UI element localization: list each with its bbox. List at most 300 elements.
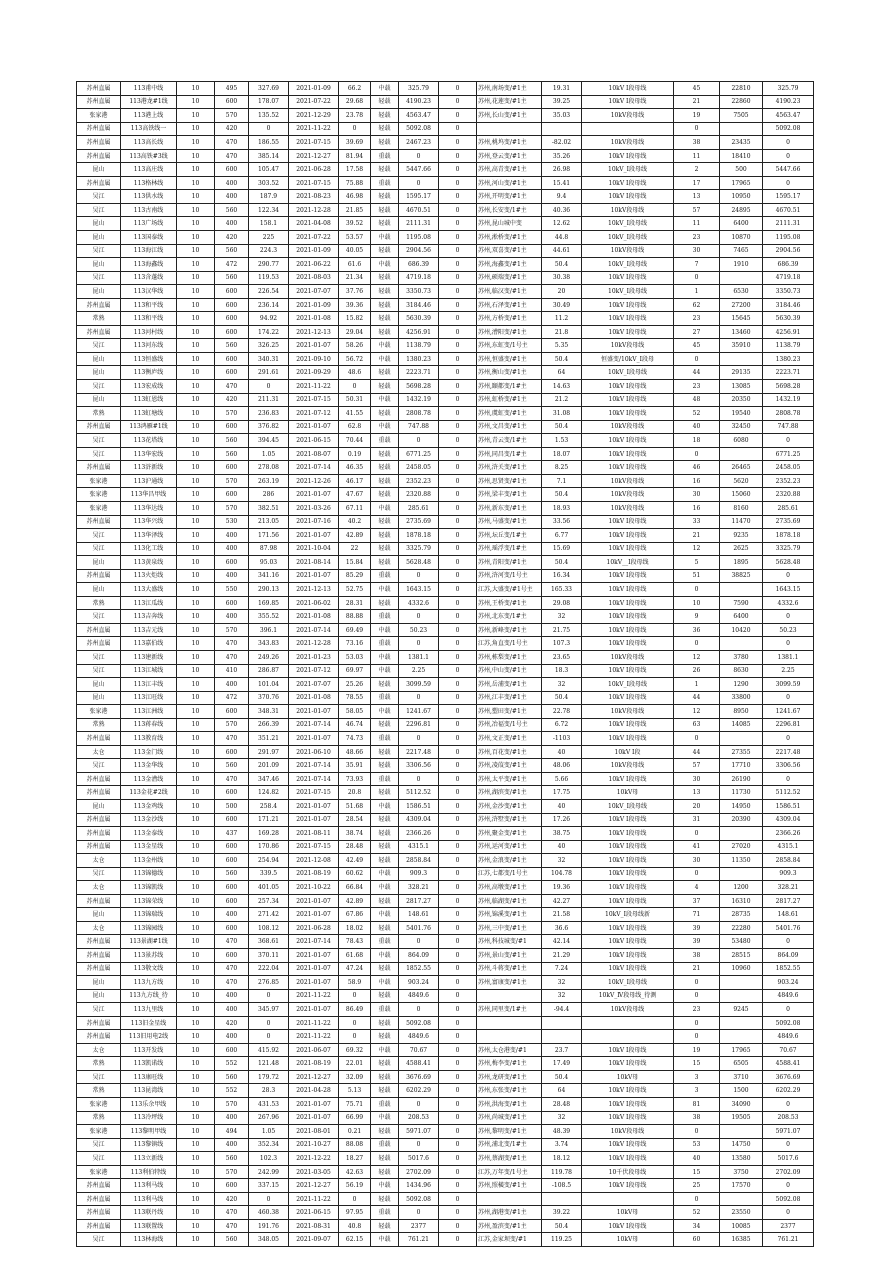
cell-spare-capacity: 0 [399,1003,439,1017]
cell-user-count: 19 [674,109,720,123]
cell-voltage: 10 [177,163,215,177]
cell-flag: 0 [439,82,477,96]
cell-user-count: 9 [674,610,720,624]
cell-peak-date: 2021-04-28 [289,1084,339,1098]
cell-flag: 0 [439,1057,477,1071]
cell-load-status: 轻载 [371,854,399,868]
cell-user-count: 20 [674,799,720,813]
cell-region: 吴江 [77,1003,121,1017]
cell-line-name: 113锦瑞线 [121,908,177,922]
cell-capacity: 10950 [720,190,763,204]
cell-bus-section: 10kV Ⅰ段母线 [582,921,674,935]
cell-line-name: 113虹塘线 [121,407,177,421]
cell-peak-date: 2021-12-27 [289,149,339,163]
cell-spare-capacity: 0 [399,732,439,746]
cell-capacity: 17710 [720,759,763,773]
cell-load-current: 348.05 [249,1233,289,1247]
cell-available-capacity: 2.25 [763,664,814,678]
cell-region: 苏州直属 [77,95,121,109]
cell-load-rate: 23.78 [339,109,371,123]
cell-sub-value: 39.25 [542,95,582,109]
cell-bus-section [582,1016,674,1030]
cell-substation: 苏州,运河变/#1主 [477,840,542,854]
cell-flag: 0 [439,799,477,813]
cell-peak-date: 2021-01-07 [289,1003,339,1017]
cell-user-count: 19 [674,1043,720,1057]
cell-rated-current: 570 [215,1165,249,1179]
cell-voltage: 10 [177,217,215,231]
cell-voltage: 10 [177,908,215,922]
cell-sub-value: 23.7 [542,1043,582,1057]
cell-voltage: 10 [177,298,215,312]
cell-capacity [720,1192,763,1206]
cell-peak-date: 2021-09-07 [289,1233,339,1247]
cell-rated-current: 560 [215,759,249,773]
cell-load-current: 290.13 [249,583,289,597]
cell-region: 吴江 [77,271,121,285]
cell-flag: 0 [439,488,477,502]
cell-spare-capacity: 0 [399,691,439,705]
cell-load-status: 轻载 [371,1070,399,1084]
cell-spare-capacity: 3306.56 [399,759,439,773]
cell-available-capacity: 1595.17 [763,190,814,204]
cell-rated-current: 470 [215,1219,249,1233]
cell-rated-current: 560 [215,1070,249,1084]
cell-capacity: 15060 [720,488,763,502]
cell-substation: 苏州,石泽变/#1主 [477,298,542,312]
cell-load-current: 385.14 [249,149,289,163]
cell-bus-section: 10kV Ⅰ段母线 [582,813,674,827]
cell-peak-date: 2021-08-23 [289,190,339,204]
cell-bus-section: 10kV段母线 [582,1125,674,1139]
cell-available-capacity: 2352.23 [763,474,814,488]
cell-load-status: 轻载 [371,1030,399,1044]
cell-capacity: 13460 [720,325,763,339]
cell-user-count: 41 [674,840,720,854]
cell-load-status: 轻载 [371,298,399,312]
cell-load-current: 1.05 [249,1125,289,1139]
cell-rated-current: 400 [215,989,249,1003]
table-row [77,678,814,692]
cell-peak-date: 2021-12-08 [289,854,339,868]
cell-region: 苏州直属 [77,325,121,339]
cell-load-rate: 29.68 [339,95,371,109]
cell-user-count: 44 [674,691,720,705]
cell-line-name: 113敬文线 [121,962,177,976]
cell-peak-date: 2021-06-02 [289,596,339,610]
table-row [77,542,814,556]
cell-user-count: 40 [674,1152,720,1166]
cell-voltage: 10 [177,786,215,800]
cell-load-rate: 41.55 [339,407,371,421]
cell-line-name: 113港上线 [121,109,177,123]
cell-user-count: 51 [674,569,720,583]
cell-user-count: 40 [674,420,720,434]
cell-sub-value: 21.29 [542,949,582,963]
cell-line-name: 113鸿雁#1线 [121,420,177,434]
cell-flag: 0 [439,366,477,380]
cell-peak-date: 2021-01-07 [289,908,339,922]
cell-load-current: 394.45 [249,434,289,448]
cell-flag: 0 [439,827,477,841]
cell-user-count: 10 [674,596,720,610]
table-row [77,258,814,272]
cell-available-capacity: 5447.66 [763,163,814,177]
cell-capacity: 3750 [720,1165,763,1179]
cell-user-count: 44 [674,745,720,759]
cell-substation: 苏州,梁丰变/#1主 [477,488,542,502]
cell-spare-capacity: 1432.19 [399,393,439,407]
cell-load-rate: 0 [339,1192,371,1206]
cell-peak-date: 2021-11-22 [289,1016,339,1030]
cell-load-status: 中载 [371,623,399,637]
cell-peak-date: 2021-06-22 [289,258,339,272]
cell-sub-value: 48.39 [542,1125,582,1139]
cell-line-name: 113汉华线 [121,285,177,299]
cell-load-current: 169.28 [249,827,289,841]
cell-voltage: 10 [177,380,215,394]
cell-load-status: 轻载 [371,203,399,217]
cell-sub-value: 44.8 [542,231,582,245]
cell-load-status: 轻载 [371,1057,399,1071]
table-row [77,623,814,637]
cell-spare-capacity: 5401.76 [399,921,439,935]
cell-substation [477,989,542,1003]
cell-voltage: 10 [177,231,215,245]
cell-load-current: 171.21 [249,813,289,827]
cell-rated-current: 495 [215,82,249,96]
cell-flag: 0 [439,149,477,163]
cell-user-count: 37 [674,894,720,908]
cell-load-current: 101.04 [249,678,289,692]
cell-bus-section: 10kV Ⅰ段母线 [582,312,674,326]
cell-region: 苏州直属 [77,122,121,136]
cell-region: 常熟 [77,596,121,610]
cell-load-current: 0 [249,1030,289,1044]
cell-region: 苏州直属 [77,82,121,96]
cell-bus-section: 10kV Ⅰ段母线 [582,949,674,963]
cell-load-status: 中载 [371,664,399,678]
cell-peak-date: 2021-08-11 [289,827,339,841]
cell-peak-date: 2021-10-22 [289,881,339,895]
cell-available-capacity: 5628.48 [763,556,814,570]
cell-capacity: 9235 [720,529,763,543]
cell-substation: 苏州,塑田变/#1主 [477,705,542,719]
cell-load-rate: 21.85 [339,203,371,217]
cell-user-count: 34 [674,1219,720,1233]
cell-line-name: 113供水线 [121,190,177,204]
cell-bus-section: 10kV Ⅰ段母线 [582,461,674,475]
cell-line-name: 113吉元线 [121,623,177,637]
cell-load-status: 重载 [371,434,399,448]
cell-spare-capacity: 2320.88 [399,488,439,502]
cell-voltage: 10 [177,1098,215,1112]
cell-peak-date: 2021-07-12 [289,407,339,421]
cell-sub-value: 20 [542,285,582,299]
table-row [77,1192,814,1206]
cell-spare-capacity: 2366.26 [399,827,439,841]
cell-bus-section: 10kV段母线 [582,488,674,502]
cell-load-current: 201.09 [249,759,289,773]
cell-bus-section: 10kV Ⅰ段母线 [582,434,674,448]
cell-voltage: 10 [177,1165,215,1179]
cell-load-current: 179.72 [249,1070,289,1084]
cell-region: 张家港 [77,488,121,502]
cell-load-status: 中载 [371,258,399,272]
cell-bus-section: 10kV Ⅰ段母线 [582,691,674,705]
cell-capacity [720,122,763,136]
cell-substation: 苏州,颐都变/1#主 [477,380,542,394]
cell-load-rate: 88.08 [339,1138,371,1152]
cell-spare-capacity: 0 [399,149,439,163]
cell-voltage: 10 [177,962,215,976]
cell-bus-section: 10kV_Ⅳ段母线_待测 [582,989,674,1003]
cell-load-status: 轻载 [371,759,399,773]
cell-region: 苏州直属 [77,569,121,583]
cell-spare-capacity: 0 [399,176,439,190]
cell-bus-section: 10kV Ⅰ段母线 [582,393,674,407]
cell-available-capacity: 4315.1 [763,840,814,854]
cell-flag: 0 [439,1016,477,1030]
cell-bus-section: 10kV Ⅰ段母线 [582,1098,674,1112]
cell-region: 苏州直属 [77,949,121,963]
cell-capacity: 6400 [720,610,763,624]
cell-line-name: 113吉奔线 [121,610,177,624]
cell-voltage: 10 [177,813,215,827]
cell-capacity: 19505 [720,1111,763,1125]
cell-load-current: 1.05 [249,447,289,461]
cell-load-rate: 0.19 [339,447,371,461]
cell-rated-current: 437 [215,827,249,841]
cell-load-rate: 46.74 [339,718,371,732]
cell-peak-date: 2021-07-07 [289,285,339,299]
cell-peak-date: 2021-07-14 [289,935,339,949]
cell-region: 苏州直属 [77,637,121,651]
cell-voltage: 10 [177,461,215,475]
cell-sub-value: 32 [542,1111,582,1125]
cell-line-name: 113联置线 [121,1219,177,1233]
cell-peak-date: 2021-12-27 [289,1179,339,1193]
cell-substation: 苏州,恒盛变/#1主 [477,352,542,366]
cell-flag: 0 [439,1098,477,1112]
cell-region: 苏州直属 [77,894,121,908]
cell-load-rate: 0 [339,1016,371,1030]
cell-flag: 0 [439,217,477,231]
cell-flag: 0 [439,285,477,299]
table-row [77,501,814,515]
cell-sub-value: 11.2 [542,312,582,326]
cell-available-capacity: 4588.41 [763,1057,814,1071]
cell-line-name: 113和平线 [121,298,177,312]
cell-available-capacity: 5092.08 [763,1016,814,1030]
cell-bus-section: 10kV Ⅰ段母线 [582,1138,674,1152]
cell-load-status: 轻载 [371,122,399,136]
cell-load-status: 轻载 [371,285,399,299]
cell-spare-capacity: 2458.05 [399,461,439,475]
cell-capacity: 10420 [720,623,763,637]
cell-sub-value: 18.93 [542,501,582,515]
cell-spare-capacity: 5971.07 [399,1125,439,1139]
cell-substation: 苏州,冶福变/1号主 [477,718,542,732]
table-row [77,1043,814,1057]
cell-load-status: 中载 [371,82,399,96]
cell-region: 吴江 [77,380,121,394]
cell-substation: 苏州,江丰变/#1主 [477,691,542,705]
cell-region: 昆山 [77,989,121,1003]
cell-user-count: 0 [674,1030,720,1044]
cell-load-status: 轻载 [371,217,399,231]
cell-load-current: 178.07 [249,95,289,109]
cell-rated-current: 570 [215,718,249,732]
cell-bus-section: 10kV Ⅰ段母线 [582,827,674,841]
cell-spare-capacity: 5630.39 [399,312,439,326]
cell-load-status: 重载 [371,1098,399,1112]
cell-flag: 0 [439,935,477,949]
cell-substation: 苏州,桃坞变/#1主 [477,136,542,150]
cell-spare-capacity: 3099.59 [399,678,439,692]
cell-capacity: 33800 [720,691,763,705]
table-row [77,1165,814,1179]
cell-substation: 苏州,新峰变/#1主 [477,623,542,637]
cell-load-status: 轻载 [371,529,399,543]
cell-load-rate: 85.29 [339,569,371,583]
cell-load-status: 中载 [371,908,399,922]
cell-line-name: 113浒新线 [121,461,177,475]
cell-available-capacity: 3676.69 [763,1070,814,1084]
cell-voltage: 10 [177,1206,215,1220]
table-row [77,637,814,651]
cell-flag: 0 [439,745,477,759]
cell-region: 苏州直属 [77,786,121,800]
cell-line-name: 113开发线 [121,1043,177,1057]
cell-peak-date: 2021-07-22 [289,95,339,109]
cell-load-rate: 28.31 [339,596,371,610]
cell-sub-value: 21.75 [542,623,582,637]
cell-substation: 苏州,昆山城中变 [477,217,542,231]
cell-line-name: 113恒盛线 [121,352,177,366]
cell-line-name: 113旧用电2线 [121,1030,177,1044]
cell-sub-value: 32 [542,976,582,990]
cell-sub-value: 48.06 [542,759,582,773]
cell-region: 太仓 [77,881,121,895]
cell-line-name: 113江城线 [121,664,177,678]
cell-user-count: 39 [674,935,720,949]
cell-available-capacity: 2858.84 [763,854,814,868]
cell-available-capacity: 285.61 [763,501,814,515]
cell-substation [477,1192,542,1206]
cell-substation: 苏州,浒关变/#1主 [477,461,542,475]
cell-voltage: 10 [177,799,215,813]
cell-line-name: 113林海线 [121,1233,177,1247]
cell-sub-value: 5.35 [542,339,582,353]
cell-load-status: 轻载 [371,840,399,854]
cell-capacity: 22280 [720,921,763,935]
cell-load-rate: 39.52 [339,217,371,231]
cell-sub-value: 30.49 [542,298,582,312]
cell-flag: 0 [439,867,477,881]
cell-spare-capacity: 5628.48 [399,556,439,570]
cell-line-name: 113联丹线 [121,1206,177,1220]
cell-user-count: 31 [674,813,720,827]
table-row [77,935,814,949]
cell-region: 张家港 [77,501,121,515]
cell-region: 苏州直属 [77,732,121,746]
table-row [77,136,814,150]
cell-substation: 苏州,思贤变/#1主 [477,474,542,488]
cell-load-status: 轻载 [371,312,399,326]
cell-voltage: 10 [177,840,215,854]
cell-load-status: 轻载 [371,989,399,1003]
cell-load-status: 中载 [371,799,399,813]
cell-bus-section: 10kV段母线 [582,474,674,488]
cell-peak-date: 2021-01-07 [289,569,339,583]
cell-rated-current: 600 [215,352,249,366]
cell-user-count: 0 [674,989,720,1003]
cell-spare-capacity: 328.21 [399,881,439,895]
cell-user-count: 23 [674,231,720,245]
cell-peak-date: 2021-03-26 [289,501,339,515]
cell-load-rate: 5.13 [339,1084,371,1098]
cell-available-capacity: 0 [763,610,814,624]
cell-user-count: 62 [674,298,720,312]
cell-sub-value: -82.02 [542,136,582,150]
cell-load-rate: 69.32 [339,1043,371,1057]
cell-region: 吴江 [77,203,121,217]
cell-capacity: 9245 [720,1003,763,1017]
cell-voltage: 10 [177,881,215,895]
cell-rated-current: 600 [215,461,249,475]
cell-peak-date: 2021-12-29 [289,109,339,123]
cell-region: 常熟 [77,1111,121,1125]
cell-sub-value [542,1030,582,1044]
cell-flag: 0 [439,420,477,434]
cell-available-capacity: 328.21 [763,881,814,895]
cell-flag: 0 [439,474,477,488]
cell-sub-value: 3.74 [542,1138,582,1152]
cell-sub-value: 50.4 [542,556,582,570]
cell-load-current: 337.15 [249,1179,289,1193]
cell-load-rate: 32.09 [339,1070,371,1084]
cell-user-count: 23 [674,312,720,326]
cell-load-status: 轻载 [371,1165,399,1179]
cell-spare-capacity: 4563.47 [399,109,439,123]
cell-load-current: 303.52 [249,176,289,190]
cell-substation: 江苏,大盛变/#1号主 [477,583,542,597]
cell-user-count: 52 [674,407,720,421]
cell-sub-value [542,1016,582,1030]
cell-spare-capacity: 747.88 [399,420,439,434]
cell-capacity [720,271,763,285]
cell-capacity: 17965 [720,1043,763,1057]
cell-capacity: 17570 [720,1179,763,1193]
cell-substation: 苏州,栋梨变/#1主 [477,650,542,664]
cell-bus-section: 10kV段母线 [582,339,674,353]
cell-load-status: 轻载 [371,962,399,976]
cell-rated-current: 570 [215,501,249,515]
cell-peak-date: 2021-01-07 [289,962,339,976]
cell-rated-current: 560 [215,1152,249,1166]
cell-user-count: 44 [674,366,720,380]
table-row [77,799,814,813]
cell-load-status: 轻载 [371,163,399,177]
cell-load-status: 重载 [371,1003,399,1017]
cell-capacity [720,447,763,461]
cell-spare-capacity: 2904.56 [399,244,439,258]
cell-spare-capacity: 6771.25 [399,447,439,461]
cell-user-count: 0 [674,867,720,881]
cell-sub-value [542,1192,582,1206]
cell-region: 太仓 [77,854,121,868]
